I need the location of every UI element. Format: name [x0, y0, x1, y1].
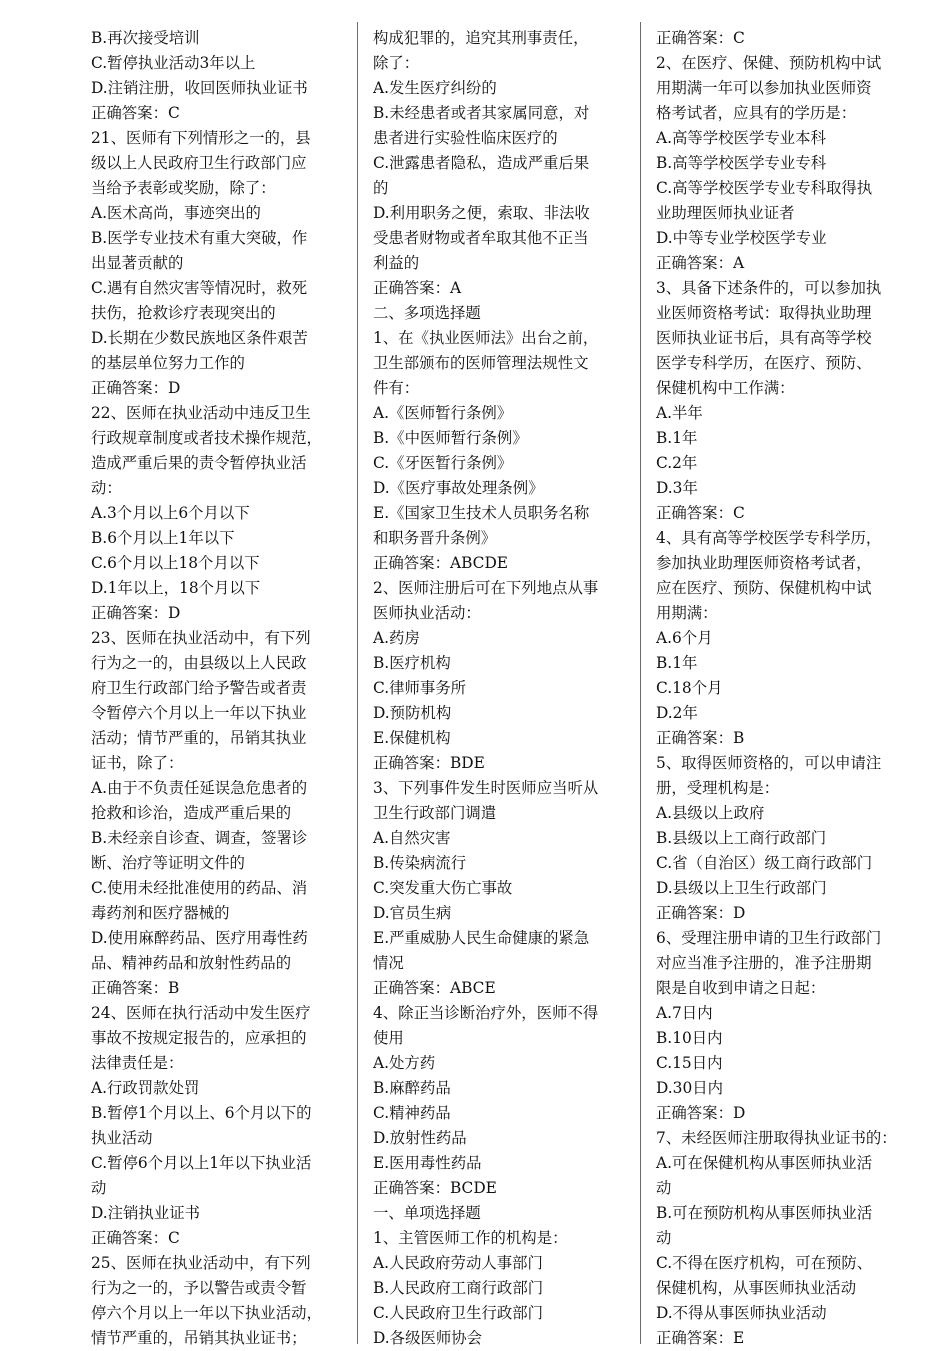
- text-line: E.《国家卫生技术人员职务名称: [373, 504, 590, 522]
- column-divider-left: [357, 22, 358, 1344]
- text-line: 行政规章制度或者技术操作规范，: [91, 429, 322, 447]
- text-line: 2、医师注册后可在下列地点从事: [373, 579, 599, 597]
- text-line: 医师执业证书后，具有高等学校: [656, 329, 872, 347]
- text-line: 正确答案：A: [656, 254, 745, 272]
- text-line: 除了：: [373, 54, 420, 72]
- text-line: C.人民政府卫生行政部门: [373, 1304, 544, 1322]
- text-line: E.严重威胁人民生命健康的紧急: [373, 929, 590, 947]
- text-line: D.预防机构: [373, 704, 452, 722]
- text-line: D.1年以上，18个月以下: [91, 579, 261, 597]
- text-line: 保健机构中工作满：: [656, 379, 795, 397]
- text-line: 活动；情节严重的，吊销其执业: [91, 729, 307, 747]
- text-line: 24、医师在执行活动中发生医疗: [91, 1004, 311, 1022]
- column-divider-right: [640, 22, 641, 1344]
- text-line: 扶伤，抢救诊疗表现突出的: [91, 304, 276, 322]
- text-line: A.人民政府劳动人事部门: [373, 1254, 543, 1272]
- text-line: 7、未经医师注册取得执业证书的：: [656, 1129, 897, 1147]
- text-line: C.暂停6个月以上1年以下执业活: [91, 1154, 312, 1172]
- text-line: 动: [656, 1179, 672, 1197]
- text-line: 正确答案：A: [373, 279, 462, 297]
- text-line: D.注销注册，收回医师执业证书: [91, 79, 308, 97]
- text-line: C.遇有自然灾害等情况时，救死: [91, 279, 308, 297]
- text-line: 业医师资格考试：取得执业助理: [656, 304, 872, 322]
- text-line: 册，受理机构是：: [656, 779, 780, 797]
- text-line: C.15日内: [656, 1054, 723, 1072]
- text-line: 情节严重的，吊销其执业证书；: [91, 1329, 307, 1347]
- text-line: 保健机构，从事医师执业活动: [656, 1279, 857, 1297]
- text-line: 正确答案：D: [656, 1104, 746, 1122]
- text-line: 4、具有高等学校医学专科学历，: [656, 529, 882, 547]
- text-line: 卫生行政部门调遣: [373, 804, 497, 822]
- text-line: 3、具备下述条件的，可以参加执: [656, 279, 882, 297]
- text-line: 正确答案：D: [91, 604, 181, 622]
- text-line: 动：: [91, 479, 122, 497]
- text-line: 动: [656, 1229, 672, 1247]
- text-line: D.2年: [656, 704, 698, 722]
- text-line: B.可在预防机构从事医师执业活: [656, 1204, 873, 1222]
- text-line: 医学专科学历，在医疗、预防、: [656, 354, 872, 372]
- text-line: C.不得在医疗机构，可在预防、: [656, 1254, 873, 1272]
- text-line: D.使用麻醉药品、医疗用毒性药: [91, 929, 308, 947]
- text-line: B.《中医师暂行条例》: [373, 429, 528, 447]
- text-line: D.各级医师协会: [373, 1329, 483, 1347]
- text-line: 构成犯罪的，追究其刑事责任，: [373, 29, 589, 47]
- text-line: C.精神药品: [373, 1104, 451, 1122]
- text-line: 医师执业活动：: [373, 604, 481, 622]
- text-line: D.放射性药品: [373, 1129, 467, 1147]
- text-line: B.医疗机构: [373, 654, 451, 672]
- text-line: A.药房: [373, 629, 420, 647]
- text-line: 1、在《执业医师法》出台之前，: [373, 329, 599, 347]
- text-line: 毒药剂和医疗器械的: [91, 904, 230, 922]
- text-line: C.《牙医暂行条例》: [373, 454, 513, 472]
- text-line: A.3个月以上6个月以下: [91, 504, 250, 522]
- text-line: 动: [91, 1179, 107, 1197]
- text-line: 二、多项选择题: [373, 304, 481, 322]
- text-line: 业助理医师执业证者: [656, 204, 795, 222]
- text-line: 抢救和诊治，造成严重后果的: [91, 804, 292, 822]
- text-line: D.利用职务之便，索取、非法收: [373, 204, 590, 222]
- text-line: 正确答案：ABCE: [373, 979, 496, 997]
- text-line: 件有：: [373, 379, 420, 397]
- text-line: 停六个月以上一年以下执业活动，: [91, 1304, 322, 1322]
- text-line: B.医学专业技术有重大突破，作: [91, 229, 308, 247]
- text-line: D.长期在少数民族地区条件艰苦: [91, 329, 308, 347]
- text-line: 对应当准予注册的，准予注册期: [656, 954, 872, 972]
- text-line: 正确答案：B: [656, 729, 745, 747]
- text-line: 正确答案：ABCDE: [373, 554, 509, 572]
- text-line: 断、治疗等证明文件的: [91, 854, 245, 872]
- text-line: 5、取得医师资格的，可以申请注: [656, 754, 882, 772]
- text-line: 限是自收到申请之日起：: [656, 979, 826, 997]
- text-line: 品、精神药品和放射性药品的: [91, 954, 292, 972]
- text-line: B.高等学校医学专业专科: [656, 154, 827, 172]
- text-line: C.泄露患者隐私，造成严重后果: [373, 154, 590, 172]
- text-line: 格考试者，应具有的学历是：: [656, 104, 857, 122]
- text-line: 执业活动: [91, 1129, 153, 1147]
- text-line: A.7日内: [656, 1004, 713, 1022]
- text-line: 使用: [373, 1029, 404, 1047]
- text-line: 府卫生行政部门给予警告或者责: [91, 679, 307, 697]
- text-line: D.3年: [656, 479, 698, 497]
- text-line: 一、单项选择题: [373, 1204, 481, 1222]
- text-line: 正确答案：E: [656, 1329, 745, 1347]
- text-line: 造成严重后果的责令暂停执业活: [91, 454, 307, 472]
- text-line: A.医术高尚，事迹突出的: [91, 204, 261, 222]
- text-line: C.突发重大伤亡事故: [373, 879, 513, 897]
- text-column-right: [656, 26, 910, 1351]
- text-column-left: [91, 26, 343, 1351]
- text-line: A.处方药: [373, 1054, 436, 1072]
- text-line: A.发生医疗纠纷的: [373, 79, 497, 97]
- text-line: 情况: [373, 954, 404, 972]
- text-line: 正确答案：C: [91, 104, 180, 122]
- text-line: B.未经亲自诊查、调查，签署诊: [91, 829, 308, 847]
- text-line: D.中等专业学校医学专业: [656, 229, 827, 247]
- text-line: B.麻醉药品: [373, 1079, 451, 1097]
- text-line: D.30日内: [656, 1079, 724, 1097]
- text-line: D.《医疗事故处理条例》: [373, 479, 544, 497]
- text-line: 23、医师在执业活动中，有下列: [91, 629, 311, 647]
- text-line: D.注销执业证书: [91, 1204, 201, 1222]
- text-line: 正确答案：BCDE: [373, 1179, 497, 1197]
- text-line: 21、医师有下列情形之一的，县: [91, 129, 311, 147]
- text-line: 用期满一年可以参加执业医师资: [656, 79, 872, 97]
- text-line: B.暂停1个月以上、6个月以下的: [91, 1104, 312, 1122]
- text-line: 卫生部颁布的医师管理法规性文: [373, 354, 589, 372]
- text-line: B.县级以上工商行政部门: [656, 829, 827, 847]
- text-line: C.高等学校医学专业专科取得执: [656, 179, 873, 197]
- text-column-middle: [373, 26, 627, 1351]
- text-line: 22、医师在执业活动中违反卫生: [91, 404, 311, 422]
- text-line: B.10日内: [656, 1029, 723, 1047]
- text-line: 出显著贡献的: [91, 254, 184, 272]
- text-line: B.再次接受培训: [91, 29, 200, 47]
- text-line: 25、医师在执业活动中，有下列: [91, 1254, 311, 1272]
- text-line: E.保健机构: [373, 729, 451, 747]
- text-line: 4、除正当诊断治疗外，医师不得: [373, 1004, 599, 1022]
- text-line: A.6个月: [656, 629, 713, 647]
- text-line: 正确答案：B: [91, 979, 180, 997]
- text-line: 利益的: [373, 254, 420, 272]
- text-line: C.18个月: [656, 679, 723, 697]
- text-line: 令暂停六个月以上一年以下执业: [91, 704, 307, 722]
- text-line: 正确答案：D: [91, 379, 181, 397]
- text-line: C.律师事务所: [373, 679, 467, 697]
- text-line: 参加执业助理医师资格考试者，: [656, 554, 872, 572]
- text-line: A.县级以上政府: [656, 804, 765, 822]
- text-line: A.《医师暂行条例》: [373, 404, 513, 422]
- text-line: 行为之一的，由县级以上人民政: [91, 654, 307, 672]
- text-line: 正确答案：BDE: [373, 754, 485, 772]
- text-line: A.可在保健机构从事医师执业活: [656, 1154, 873, 1172]
- text-line: E.医用毒性药品: [373, 1154, 482, 1172]
- text-line: 2、在医疗、保健、预防机构中试: [656, 54, 882, 72]
- text-line: D.县级以上卫生行政部门: [656, 879, 827, 897]
- text-line: 行为之一的，予以警告或责令暂: [91, 1279, 307, 1297]
- text-line: 的基层单位努力工作的: [91, 354, 245, 372]
- text-line: A.由于不负责任延误急危患者的: [91, 779, 308, 797]
- text-line: 正确答案：D: [656, 904, 746, 922]
- text-line: C.省（自治区）级工商行政部门: [656, 854, 873, 872]
- text-line: C.暂停执业活动3年以上: [91, 54, 256, 72]
- text-line: 应在医疗、预防、保健机构中试: [656, 579, 872, 597]
- text-line: C.使用未经批准使用的药品、消: [91, 879, 308, 897]
- text-line: 和职务晋升条例》: [373, 529, 497, 547]
- text-line: 级以上人民政府卫生行政部门应: [91, 154, 307, 172]
- text-line: D.官员生病: [373, 904, 452, 922]
- text-line: 法律责任是：: [91, 1054, 184, 1072]
- text-line: 受患者财物或者牟取其他不正当: [373, 229, 589, 247]
- text-line: 6、受理注册申请的卫生行政部门: [656, 929, 882, 947]
- text-line: B.未经患者或者其家属同意，对: [373, 104, 590, 122]
- text-line: B.人民政府工商行政部门: [373, 1279, 544, 1297]
- text-line: 事故不按规定报告的，应承担的: [91, 1029, 307, 1047]
- text-line: 的: [373, 179, 389, 197]
- text-line: A.行政罚款处罚: [91, 1079, 200, 1097]
- text-line: 1、主管医师工作的机构是：: [373, 1229, 568, 1247]
- text-line: A.半年: [656, 404, 703, 422]
- text-line: 正确答案：C: [656, 504, 745, 522]
- text-line: C.6个月以上18个月以下: [91, 554, 260, 572]
- text-line: B.6个月以上1年以下: [91, 529, 235, 547]
- text-line: 当给予表彰或奖励，除了：: [91, 179, 276, 197]
- text-line: B.1年: [656, 654, 698, 672]
- text-line: 正确答案：C: [91, 1229, 180, 1247]
- text-line: C.2年: [656, 454, 698, 472]
- text-line: A.自然灾害: [373, 829, 451, 847]
- text-line: A.高等学校医学专业本科: [656, 129, 826, 147]
- text-line: B.传染病流行: [373, 854, 467, 872]
- text-line: 患者进行实验性临床医疗的: [373, 129, 558, 147]
- text-line: 正确答案：C: [656, 29, 745, 47]
- text-line: 用期满：: [656, 604, 718, 622]
- text-line: 3、下列事件发生时医师应当听从: [373, 779, 599, 797]
- text-line: D.不得从事医师执业活动: [656, 1304, 827, 1322]
- text-line: 证书，除了：: [91, 754, 184, 772]
- text-line: B.1年: [656, 429, 698, 447]
